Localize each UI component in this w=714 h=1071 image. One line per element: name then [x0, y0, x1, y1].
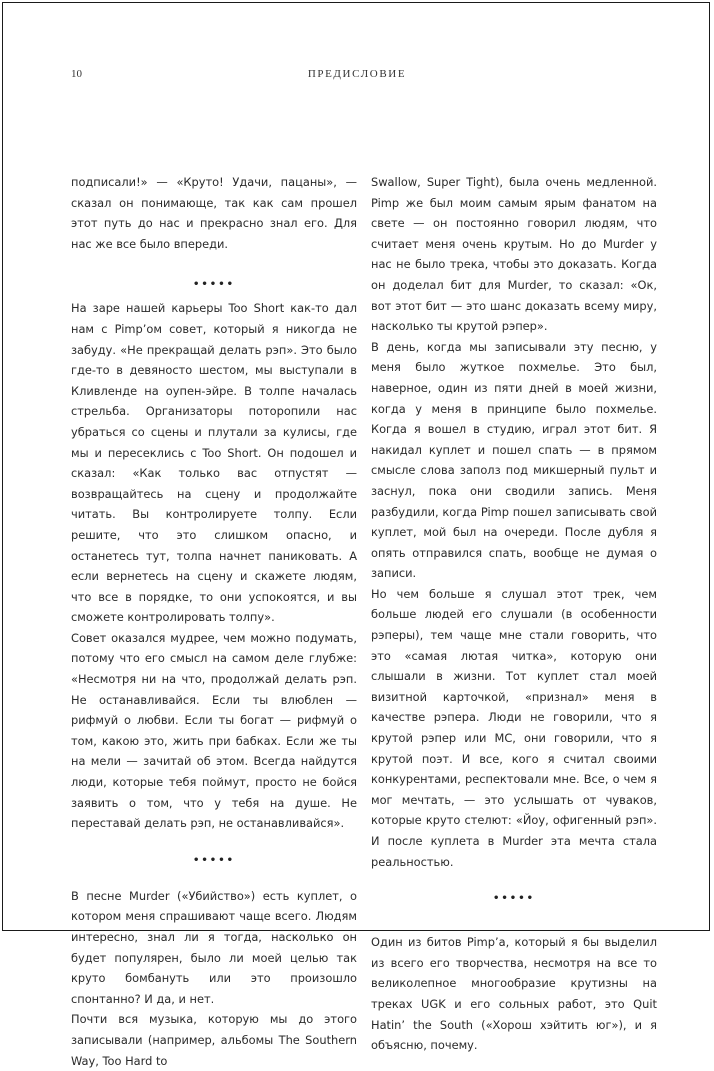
paragraph: На заре нашей карьеры Too Short как-то дал нам с Pimp’ом совет, который я никогда не забуду. «Не прекращай делать рэп». Это было где-то в девяносто шестом, мы выступали в Кливленде на оупен-эйре. В толпе началась стрельба. Организаторы поторопили нас убраться со сцены и плутали за кулисы, где мы и пересеклись с Too Short. Он подошел и сказал: «Как только вас отпустят — возвращайтесь на сцену и продолжайте читать. Вы контролируете толпу. Если решите, что это слишком опасно, и останетесь тут, толпа начнет паниковать. А если вернетесь на сцену и скажете людям, что все в порядке, то они успокоятся, и вы сможете контролировать толпу». [71, 301, 357, 625]
paragraph: Совет оказался мудрее, чем можно подумать, потому что его смысл на самом деле глубже: «Несмотря ни на что, продолжай делать рэп. Не останавливайся. Если ты влюблен — рифмуй о любви. Если ты богат — рифмуй о том, какою это, жить при бабках. Если же ты на мели — зачитай об этом. Всегда найдутся люди, которые тебя поймут, просто не бойся заявить о том, что у тебя на душе. Не переставай делать рэп, не останавливайся». [71, 630, 357, 831]
paragraph: В день, когда мы записывали эту песню, у меня было жуткое похмелье. Это был, наверное, один из пяти дней в моей жизни, когда у меня в принципе было похмелье. Когда я вошел в студию, играл этот бит. Я накидал куплет и пошел спать — в прямом смысле слова заполз под микшерный пульт и заснул, пока они сводили запись. Меня разбудили, когда Pimp пошел записывать свой куплет, мой был на очереди. После дубля я опять отправился спать, вообще не думая о записи. [371, 339, 657, 581]
paragraph: Почти вся музыка, которую мы до этого записывали (например, альбомы The Southern Way, Too Hard to [71, 1012, 357, 1068]
paragraph: Но чем больше я слушал этот трек, чем больше людей его слушали (в особенности рэперы), тем чаще мне стали говорить, что это «самая лютая читка», которую они слышали в жизни. Тот куплет стал моей визитной карточкой, «признал» меня в качестве рэпера. Люди не говорили, что я крутой рэпер или MC, они говорили, что я крутой поэт. И все, кого я считал своими конкурентами, респектовали мне. Все, о чем я мог мечтать, — это услышать от чуваков, которые круто стелют: «Йоу, офигенный рэп». И после куплета в Murder эта мечта стала реальностью. [371, 586, 657, 869]
right-column [371, 172, 657, 1056]
left-column [71, 172, 357, 1071]
paragraph: В песне Murder («Убийство») есть куплет, о котором меня спрашивают чаще всего. Людям интересно, знал ли я тогда, насколько он будет популярен, было ли моей целью так круто бомбануть или это произошло спонтанно? И да, и нет. [71, 888, 357, 1006]
section-separator: ••••• [493, 893, 535, 905]
page-header [0, 68, 714, 84]
section-separator: ••••• [193, 279, 235, 291]
page-number: 10 [71, 68, 82, 80]
paragraph: Swallow, Super Tight), была очень медленной. Pimp же был моим самым ярым фанатом на свете — он постоянно говорил людям, что считает меня очень крутым. Но до Murder у нас не было трека, чтобы это доказать. Когда он доделал бит для Murder, то сказал: «Ок, вот этот бит — это шанс доказать всему миру, насколько ты крутой рэпер». [371, 175, 657, 334]
section-separator: ••••• [193, 854, 235, 866]
paragraph: Один из битов Pimp’а, который я бы выделил из всего его творчества, несмотря на все то великолепное многообразие крутизны на треках UGK и его сольных работ, это Quit Hatin’ the South («Хорош хэйтить юг»), и я объясню, почему. [371, 935, 657, 1053]
paragraph: подписали!» — «Круто! Удачи, пацаны», — сказал он понимающе, так как сам прошел этот путь до нас и прекрасно знал его. Для нас же все было впереди. [71, 175, 357, 251]
running-title: ПРЕДИСЛОВИЕ [307, 68, 407, 80]
